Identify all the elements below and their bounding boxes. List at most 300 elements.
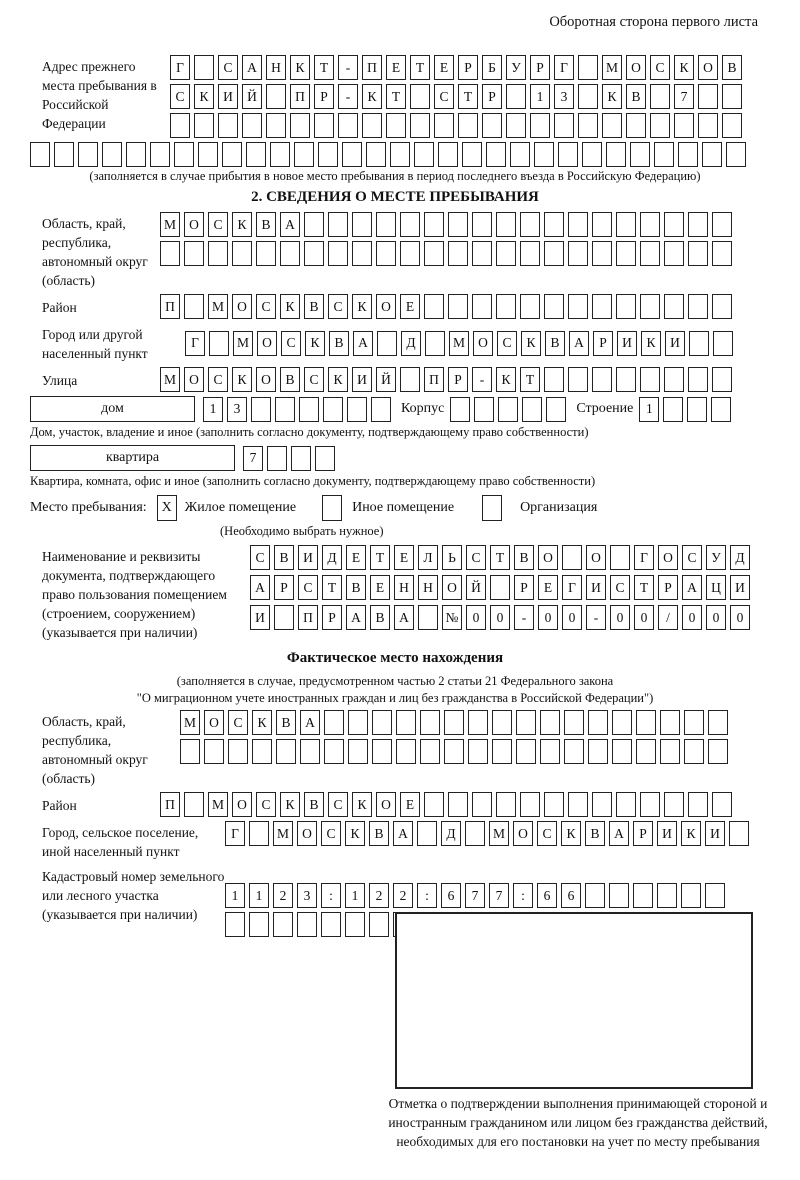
char-cell[interactable] — [458, 113, 478, 138]
char-cell[interactable]: К — [681, 821, 701, 846]
char-cell[interactable] — [592, 241, 612, 266]
char-cell[interactable]: Ц — [706, 575, 726, 600]
char-cell[interactable] — [472, 294, 492, 319]
char-cell[interactable]: А — [346, 605, 366, 630]
char-cell[interactable] — [636, 739, 656, 764]
char-cell[interactable]: К — [496, 367, 516, 392]
char-cell[interactable] — [678, 142, 698, 167]
char-cell[interactable]: Й — [376, 367, 396, 392]
char-cell[interactable] — [184, 294, 204, 319]
char-cell[interactable]: С — [682, 545, 702, 570]
char-cell[interactable]: Й — [466, 575, 486, 600]
char-cell[interactable] — [482, 113, 502, 138]
char-cell[interactable]: С — [256, 792, 276, 817]
char-cell[interactable] — [474, 397, 494, 422]
char-cell[interactable]: К — [641, 331, 661, 356]
char-cell[interactable] — [616, 294, 636, 319]
char-cell[interactable]: С — [434, 84, 454, 109]
char-cell[interactable]: О — [232, 792, 252, 817]
char-cell[interactable]: 6 — [561, 883, 581, 908]
char-cell[interactable] — [544, 241, 564, 266]
char-cell[interactable] — [496, 294, 516, 319]
char-cell[interactable] — [496, 241, 516, 266]
char-cell[interactable] — [492, 710, 512, 735]
char-cell[interactable] — [568, 294, 588, 319]
checkbox-residential[interactable] — [157, 495, 177, 521]
char-cell[interactable]: Б — [482, 55, 502, 80]
char-cell[interactable] — [400, 367, 420, 392]
char-cell[interactable]: А — [300, 710, 320, 735]
char-cell[interactable]: К — [280, 792, 300, 817]
char-cell[interactable] — [348, 710, 368, 735]
char-cell[interactable]: 1 — [530, 84, 550, 109]
char-cell[interactable] — [324, 710, 344, 735]
char-cell[interactable]: Г — [225, 821, 245, 846]
char-cell[interactable] — [568, 212, 588, 237]
char-cell[interactable] — [568, 792, 588, 817]
char-cell[interactable] — [400, 212, 420, 237]
char-cell[interactable] — [256, 241, 276, 266]
char-cell[interactable] — [347, 397, 367, 422]
char-cell[interactable]: 0 — [490, 605, 510, 630]
char-cell[interactable]: Е — [370, 575, 390, 600]
char-cell[interactable]: Д — [322, 545, 342, 570]
char-cell[interactable]: Д — [730, 545, 750, 570]
char-cell[interactable] — [664, 241, 684, 266]
char-cell[interactable] — [328, 212, 348, 237]
char-cell[interactable] — [609, 883, 629, 908]
char-cell[interactable]: С — [328, 294, 348, 319]
char-cell[interactable] — [688, 792, 708, 817]
char-cell[interactable] — [266, 84, 286, 109]
char-cell[interactable]: С — [208, 367, 228, 392]
char-cell[interactable] — [418, 605, 438, 630]
char-cell[interactable] — [640, 241, 660, 266]
char-cell[interactable]: Т — [410, 55, 430, 80]
char-cell[interactable]: В — [256, 212, 276, 237]
char-cell[interactable]: Е — [538, 575, 558, 600]
char-cell[interactable] — [410, 84, 430, 109]
char-cell[interactable]: В — [370, 605, 390, 630]
char-cell[interactable]: Т — [322, 575, 342, 600]
char-cell[interactable] — [713, 331, 733, 356]
char-cell[interactable] — [640, 367, 660, 392]
char-cell[interactable] — [102, 142, 122, 167]
char-cell[interactable]: Т — [520, 367, 540, 392]
char-cell[interactable] — [650, 84, 670, 109]
char-cell[interactable]: К — [345, 821, 365, 846]
char-cell[interactable]: 1 — [345, 883, 365, 908]
char-cell[interactable]: Р — [458, 55, 478, 80]
char-cell[interactable] — [468, 739, 488, 764]
char-cell[interactable] — [664, 212, 684, 237]
char-cell[interactable] — [729, 821, 749, 846]
char-cell[interactable] — [228, 739, 248, 764]
char-cell[interactable]: В — [304, 294, 324, 319]
char-cell[interactable]: К — [352, 294, 372, 319]
char-cell[interactable] — [222, 142, 242, 167]
char-cell[interactable] — [448, 294, 468, 319]
char-cell[interactable]: И — [352, 367, 372, 392]
char-cell[interactable] — [270, 142, 290, 167]
char-cell[interactable] — [544, 294, 564, 319]
char-cell[interactable] — [444, 739, 464, 764]
char-cell[interactable]: В — [626, 84, 646, 109]
char-cell[interactable]: П — [160, 792, 180, 817]
char-cell[interactable] — [276, 739, 296, 764]
char-cell[interactable] — [396, 739, 416, 764]
char-cell[interactable]: 2 — [369, 883, 389, 908]
char-cell[interactable] — [702, 142, 722, 167]
char-cell[interactable] — [689, 331, 709, 356]
char-cell[interactable]: М — [489, 821, 509, 846]
char-cell[interactable]: Г — [170, 55, 190, 80]
char-cell[interactable] — [506, 84, 526, 109]
char-cell[interactable]: В — [304, 792, 324, 817]
char-cell[interactable]: 1 — [225, 883, 245, 908]
char-cell[interactable] — [377, 331, 397, 356]
char-cell[interactable] — [530, 113, 550, 138]
char-cell[interactable] — [352, 241, 372, 266]
char-cell[interactable]: М — [233, 331, 253, 356]
char-cell[interactable]: - — [586, 605, 606, 630]
char-cell[interactable]: 7 — [674, 84, 694, 109]
char-cell[interactable] — [323, 397, 343, 422]
char-cell[interactable] — [54, 142, 74, 167]
char-cell[interactable] — [417, 821, 437, 846]
char-cell[interactable]: 0 — [466, 605, 486, 630]
char-cell[interactable] — [616, 212, 636, 237]
char-cell[interactable]: И — [705, 821, 725, 846]
char-cell[interactable] — [198, 142, 218, 167]
char-cell[interactable] — [328, 241, 348, 266]
char-cell[interactable]: М — [273, 821, 293, 846]
char-cell[interactable] — [592, 294, 612, 319]
char-cell[interactable]: Т — [314, 55, 334, 80]
char-cell[interactable]: А — [682, 575, 702, 600]
char-cell[interactable]: П — [424, 367, 444, 392]
char-cell[interactable]: Г — [562, 575, 582, 600]
char-cell[interactable]: П — [362, 55, 382, 80]
char-cell[interactable]: М — [160, 367, 180, 392]
char-cell[interactable] — [352, 212, 372, 237]
char-cell[interactable] — [578, 113, 598, 138]
house-type-box[interactable]: дом — [30, 396, 195, 422]
char-cell[interactable]: 0 — [610, 605, 630, 630]
char-cell[interactable] — [588, 739, 608, 764]
char-cell[interactable] — [496, 212, 516, 237]
char-cell[interactable] — [554, 113, 574, 138]
char-cell[interactable]: Р — [482, 84, 502, 109]
char-cell[interactable]: С — [298, 575, 318, 600]
char-cell[interactable]: Т — [634, 575, 654, 600]
char-cell[interactable]: М — [208, 294, 228, 319]
char-cell[interactable] — [698, 84, 718, 109]
char-cell[interactable]: С — [537, 821, 557, 846]
char-cell[interactable]: О — [232, 294, 252, 319]
char-cell[interactable]: С — [218, 55, 238, 80]
char-cell[interactable]: Е — [346, 545, 366, 570]
char-cell[interactable] — [400, 241, 420, 266]
char-cell[interactable]: Р — [530, 55, 550, 80]
char-cell[interactable]: У — [506, 55, 526, 80]
char-cell[interactable] — [299, 397, 319, 422]
char-cell[interactable] — [687, 397, 707, 422]
char-cell[interactable]: К — [362, 84, 382, 109]
char-cell[interactable] — [664, 294, 684, 319]
char-cell[interactable] — [664, 792, 684, 817]
char-cell[interactable] — [434, 113, 454, 138]
char-cell[interactable] — [304, 241, 324, 266]
char-cell[interactable] — [705, 883, 725, 908]
char-cell[interactable] — [612, 739, 632, 764]
char-cell[interactable]: 0 — [682, 605, 702, 630]
char-cell[interactable]: Р — [593, 331, 613, 356]
char-cell[interactable]: А — [242, 55, 262, 80]
char-cell[interactable]: О — [376, 792, 396, 817]
char-cell[interactable]: И — [617, 331, 637, 356]
char-cell[interactable]: О — [257, 331, 277, 356]
char-cell[interactable] — [578, 84, 598, 109]
char-cell[interactable]: А — [394, 605, 414, 630]
char-cell[interactable] — [369, 912, 389, 937]
char-cell[interactable] — [564, 739, 584, 764]
char-cell[interactable] — [194, 113, 214, 138]
char-cell[interactable] — [273, 912, 293, 937]
char-cell[interactable] — [448, 212, 468, 237]
char-cell[interactable] — [249, 912, 269, 937]
char-cell[interactable] — [174, 142, 194, 167]
char-cell[interactable]: 0 — [538, 605, 558, 630]
char-cell[interactable] — [280, 241, 300, 266]
char-cell[interactable] — [425, 331, 445, 356]
char-cell[interactable] — [218, 113, 238, 138]
char-cell[interactable] — [640, 792, 660, 817]
char-cell[interactable]: А — [609, 821, 629, 846]
char-cell[interactable] — [345, 912, 365, 937]
char-cell[interactable] — [194, 55, 214, 80]
char-cell[interactable] — [684, 739, 704, 764]
char-cell[interactable] — [420, 739, 440, 764]
char-cell[interactable]: У — [706, 545, 726, 570]
char-cell[interactable]: О — [473, 331, 493, 356]
char-cell[interactable]: О — [297, 821, 317, 846]
char-cell[interactable] — [371, 397, 391, 422]
char-cell[interactable] — [520, 792, 540, 817]
char-cell[interactable]: М — [602, 55, 622, 80]
char-cell[interactable] — [390, 142, 410, 167]
char-cell[interactable] — [568, 367, 588, 392]
char-cell[interactable]: В — [280, 367, 300, 392]
char-cell[interactable] — [698, 113, 718, 138]
char-cell[interactable]: 6 — [441, 883, 461, 908]
char-cell[interactable]: Т — [386, 84, 406, 109]
char-cell[interactable] — [414, 142, 434, 167]
char-cell[interactable]: К — [352, 792, 372, 817]
char-cell[interactable] — [246, 142, 266, 167]
char-cell[interactable]: В — [274, 545, 294, 570]
char-cell[interactable]: В — [329, 331, 349, 356]
char-cell[interactable]: Т — [490, 545, 510, 570]
char-cell[interactable]: О — [586, 545, 606, 570]
checkbox-other-premises[interactable] — [322, 495, 342, 521]
char-cell[interactable] — [424, 792, 444, 817]
char-cell[interactable] — [321, 912, 341, 937]
char-cell[interactable] — [610, 545, 630, 570]
char-cell[interactable] — [564, 710, 584, 735]
char-cell[interactable] — [492, 739, 512, 764]
char-cell[interactable] — [588, 710, 608, 735]
char-cell[interactable]: И — [250, 605, 270, 630]
char-cell[interactable]: К — [521, 331, 541, 356]
char-cell[interactable]: К — [602, 84, 622, 109]
char-cell[interactable] — [472, 241, 492, 266]
char-cell[interactable] — [376, 241, 396, 266]
char-cell[interactable]: В — [514, 545, 534, 570]
char-cell[interactable] — [592, 792, 612, 817]
char-cell[interactable] — [438, 142, 458, 167]
char-cell[interactable] — [496, 792, 516, 817]
char-cell[interactable] — [520, 294, 540, 319]
char-cell[interactable] — [160, 241, 180, 266]
char-cell[interactable]: Й — [242, 84, 262, 109]
char-cell[interactable]: - — [338, 84, 358, 109]
char-cell[interactable]: С — [256, 294, 276, 319]
char-cell[interactable]: Р — [322, 605, 342, 630]
char-cell[interactable] — [472, 212, 492, 237]
char-cell[interactable] — [708, 710, 728, 735]
char-cell[interactable]: О — [256, 367, 276, 392]
char-cell[interactable]: 7 — [465, 883, 485, 908]
char-cell[interactable] — [184, 241, 204, 266]
char-cell[interactable]: В — [369, 821, 389, 846]
char-cell[interactable]: В — [722, 55, 742, 80]
char-cell[interactable] — [616, 241, 636, 266]
char-cell[interactable]: К — [280, 294, 300, 319]
char-cell[interactable]: : — [321, 883, 341, 908]
char-cell[interactable] — [674, 113, 694, 138]
char-cell[interactable]: 1 — [203, 397, 223, 422]
char-cell[interactable]: К — [290, 55, 310, 80]
char-cell[interactable] — [338, 113, 358, 138]
char-cell[interactable] — [562, 545, 582, 570]
char-cell[interactable]: С — [250, 545, 270, 570]
char-cell[interactable] — [711, 397, 731, 422]
char-cell[interactable]: Д — [441, 821, 461, 846]
char-cell[interactable] — [30, 142, 50, 167]
char-cell[interactable]: А — [569, 331, 589, 356]
char-cell[interactable] — [516, 710, 536, 735]
char-cell[interactable] — [468, 710, 488, 735]
char-cell[interactable]: К — [305, 331, 325, 356]
char-cell[interactable] — [300, 739, 320, 764]
char-cell[interactable]: А — [280, 212, 300, 237]
char-cell[interactable] — [688, 367, 708, 392]
char-cell[interactable]: : — [417, 883, 437, 908]
char-cell[interactable]: Т — [458, 84, 478, 109]
char-cell[interactable] — [324, 739, 344, 764]
char-cell[interactable] — [540, 739, 560, 764]
char-cell[interactable] — [410, 113, 430, 138]
char-cell[interactable]: С — [170, 84, 190, 109]
char-cell[interactable] — [184, 792, 204, 817]
char-cell[interactable] — [592, 367, 612, 392]
char-cell[interactable] — [712, 241, 732, 266]
char-cell[interactable]: А — [393, 821, 413, 846]
char-cell[interactable]: К — [232, 212, 252, 237]
char-cell[interactable]: Е — [400, 792, 420, 817]
char-cell[interactable] — [424, 294, 444, 319]
char-cell[interactable]: 3 — [227, 397, 247, 422]
char-cell[interactable]: № — [442, 605, 462, 630]
char-cell[interactable] — [472, 792, 492, 817]
char-cell[interactable]: С — [497, 331, 517, 356]
char-cell[interactable]: А — [353, 331, 373, 356]
char-cell[interactable]: : — [513, 883, 533, 908]
char-cell[interactable]: 3 — [297, 883, 317, 908]
char-cell[interactable] — [266, 113, 286, 138]
char-cell[interactable] — [630, 142, 650, 167]
char-cell[interactable]: И — [657, 821, 677, 846]
char-cell[interactable] — [396, 710, 416, 735]
char-cell[interactable] — [249, 821, 269, 846]
char-cell[interactable]: 2 — [393, 883, 413, 908]
char-cell[interactable] — [534, 142, 554, 167]
char-cell[interactable] — [654, 142, 674, 167]
char-cell[interactable]: К — [252, 710, 272, 735]
checkbox-organization[interactable] — [482, 495, 502, 521]
char-cell[interactable] — [420, 710, 440, 735]
char-cell[interactable] — [372, 739, 392, 764]
char-cell[interactable] — [712, 367, 732, 392]
char-cell[interactable] — [465, 821, 485, 846]
char-cell[interactable]: И — [665, 331, 685, 356]
char-cell[interactable]: Г — [554, 55, 574, 80]
char-cell[interactable]: В — [276, 710, 296, 735]
char-cell[interactable]: С — [304, 367, 324, 392]
char-cell[interactable]: П — [298, 605, 318, 630]
char-cell[interactable]: 0 — [730, 605, 750, 630]
char-cell[interactable]: Т — [370, 545, 390, 570]
char-cell[interactable]: / — [658, 605, 678, 630]
char-cell[interactable]: О — [658, 545, 678, 570]
char-cell[interactable] — [722, 113, 742, 138]
char-cell[interactable]: 0 — [634, 605, 654, 630]
char-cell[interactable] — [582, 142, 602, 167]
char-cell[interactable]: С — [281, 331, 301, 356]
char-cell[interactable] — [424, 241, 444, 266]
char-cell[interactable]: Н — [418, 575, 438, 600]
char-cell[interactable] — [297, 912, 317, 937]
char-cell[interactable]: К — [232, 367, 252, 392]
char-cell[interactable]: В — [545, 331, 565, 356]
char-cell[interactable] — [490, 575, 510, 600]
char-cell[interactable] — [450, 397, 470, 422]
char-cell[interactable]: О — [442, 575, 462, 600]
char-cell[interactable] — [444, 710, 464, 735]
char-cell[interactable]: Е — [386, 55, 406, 80]
char-cell[interactable] — [386, 113, 406, 138]
char-cell[interactable] — [540, 710, 560, 735]
char-cell[interactable]: Р — [274, 575, 294, 600]
char-cell[interactable]: Е — [394, 545, 414, 570]
char-cell[interactable] — [612, 710, 632, 735]
char-cell[interactable] — [650, 113, 670, 138]
char-cell[interactable]: М — [160, 212, 180, 237]
char-cell[interactable]: 2 — [273, 883, 293, 908]
char-cell[interactable] — [558, 142, 578, 167]
char-cell[interactable] — [304, 212, 324, 237]
